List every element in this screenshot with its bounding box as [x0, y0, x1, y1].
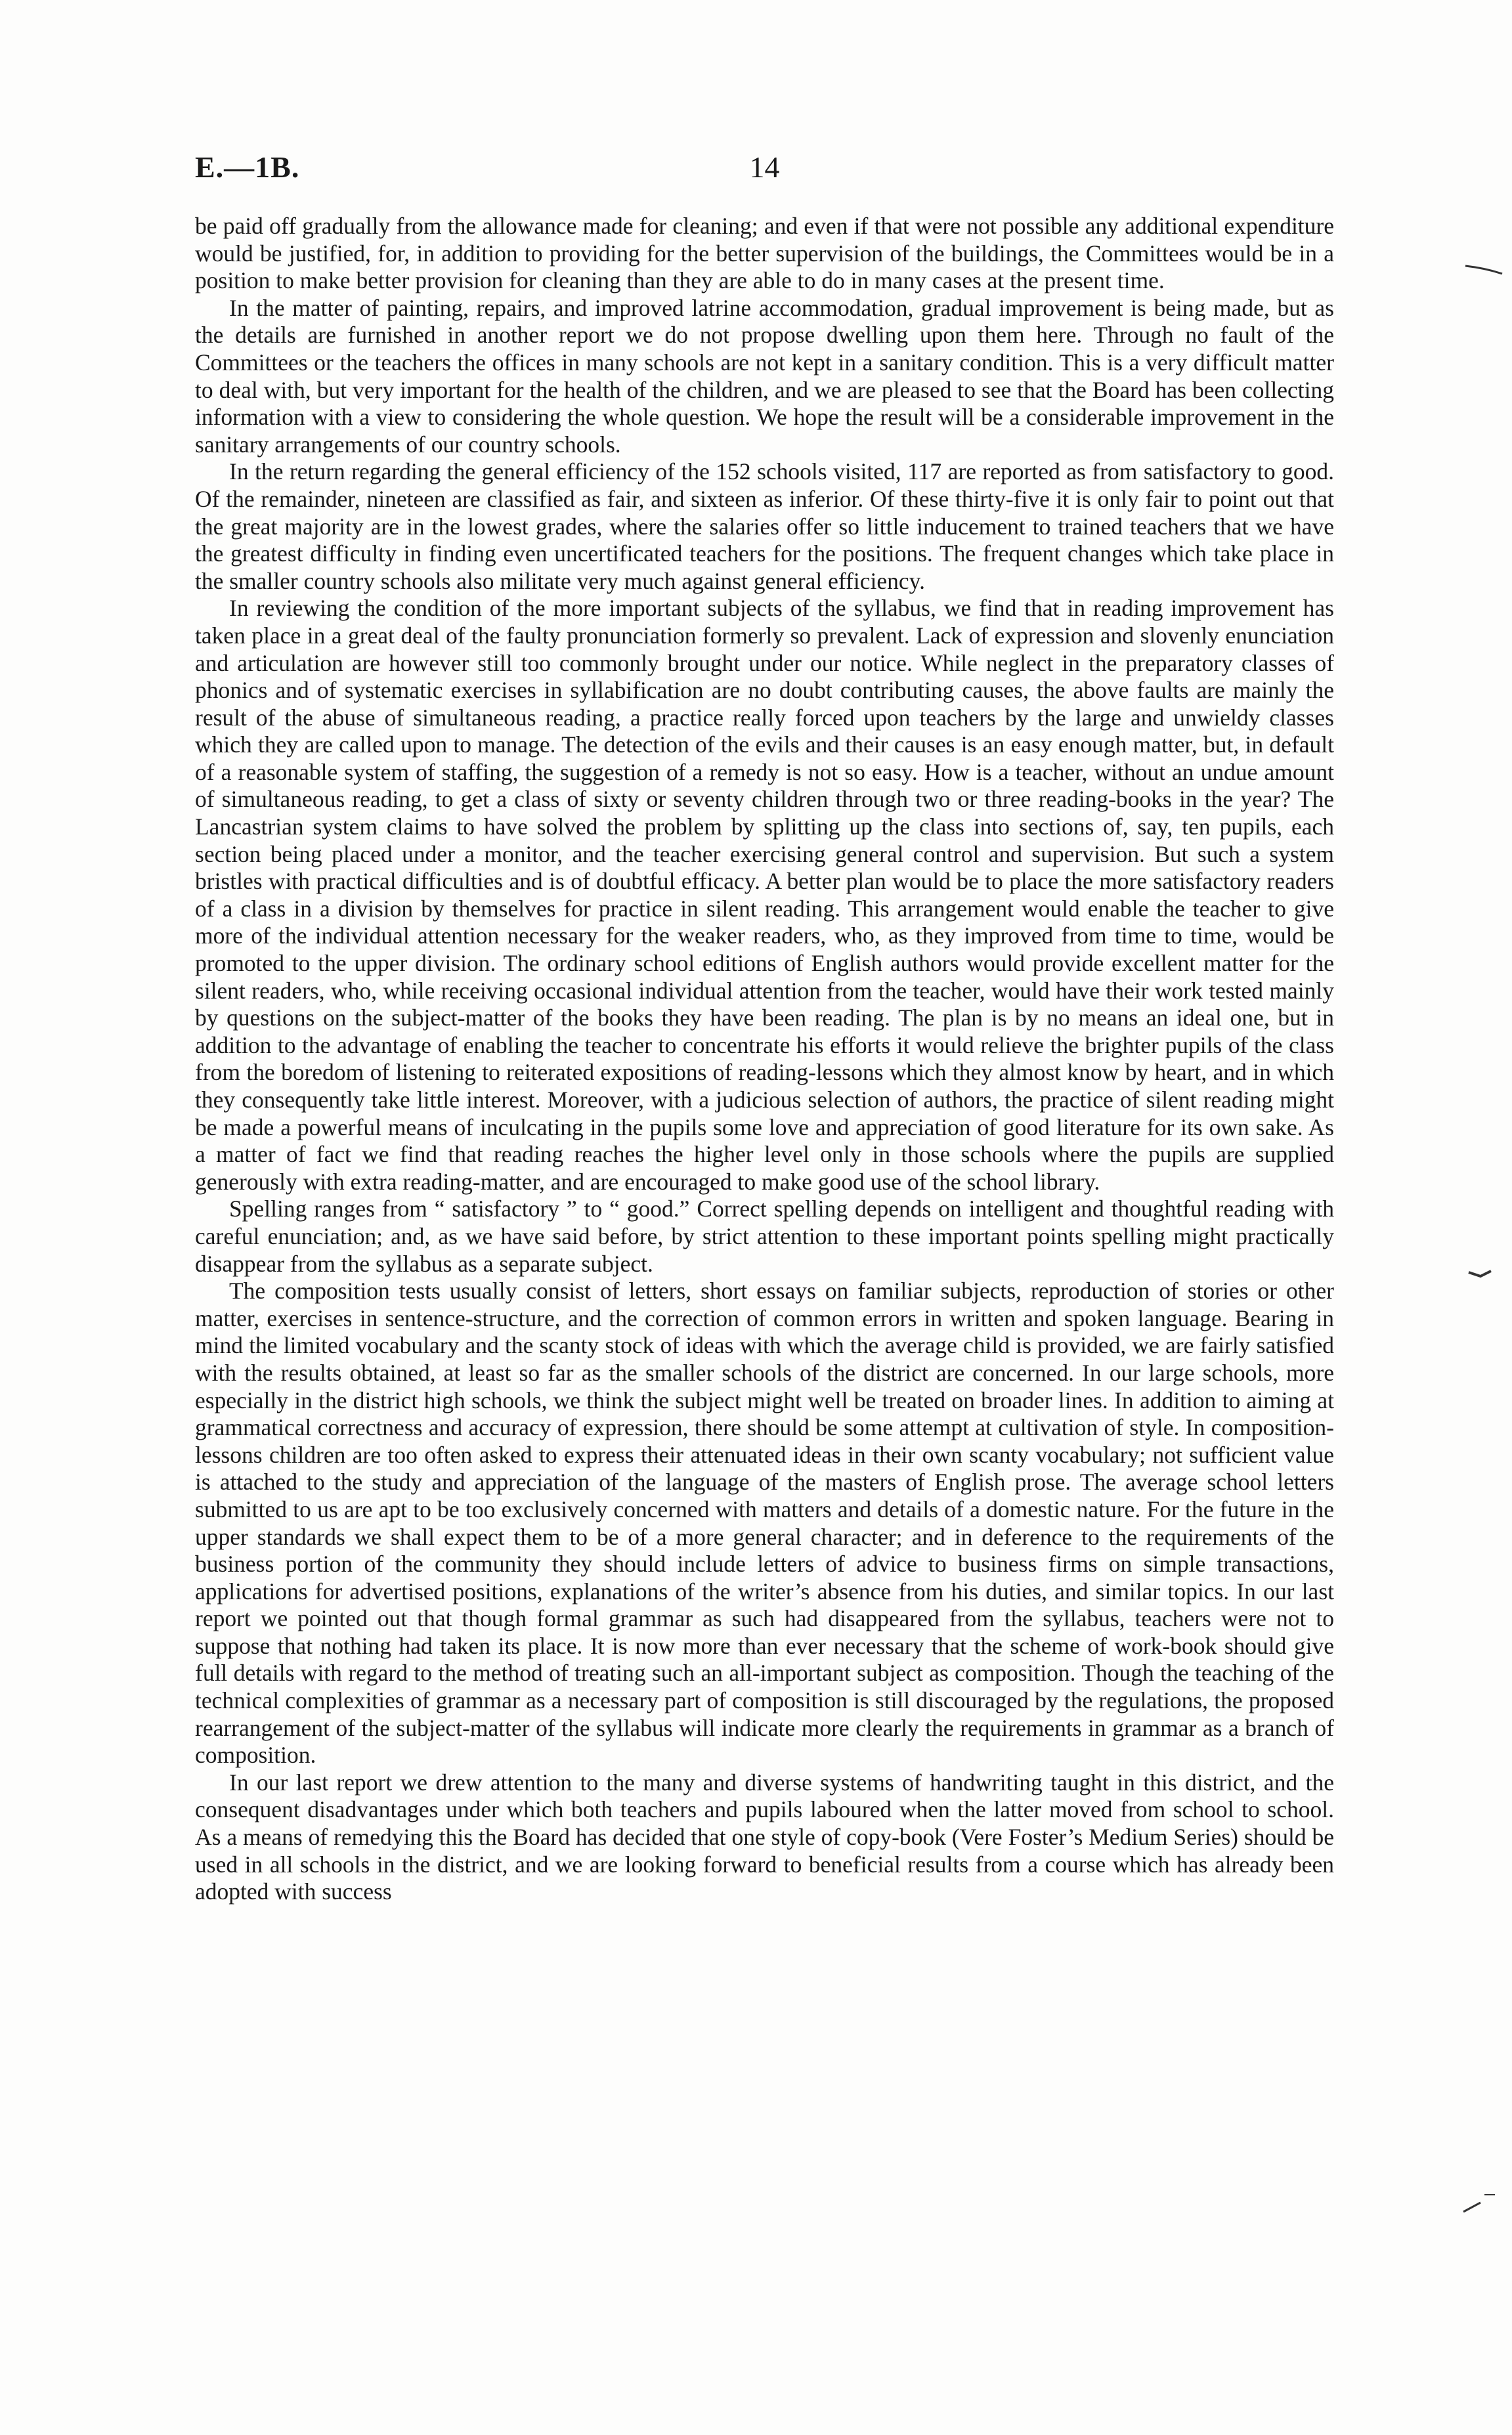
paragraph-composition: The composition tests usually consist of letters, short essays on familiar subjects, reproduction of stories or other matter, exercises in sentence-structure, and the correction of common errors in written and spoken language. Bearing in mind the limited vocabulary and the scanty stock of ideas with which the average child is provided, we are fairly satisfied with the results obtained, at least so far as the smaller schools of the district are concerned. In our large schools, more especially in the district high schools, we think the subject might well be treated on broader lines. In addition to aiming at grammatical correctness and accuracy of expression, there should be some attempt at cultivation of style. In composition-lessons children are too often asked to express their attenuated ideas in their own scanty vocabulary; not sufficient value is attached to the study and appreciation of the language of the masters of English prose. The average school letters submitted to us are apt to be too exclusively concerned with matters and details of a domestic nature. For the future in the upper standards we shall expect them to be of a more general character; and in deference to the requirements of the business portion of the community they should include letters of advice to business firms on simple transactions, applications for advertised positions, explanations of the writer’s absence from his duties, and similar topics. In our last report we pointed out that though formal grammar as such had disappeared from the syllabus, teachers were not to suppose that nothing had taken its place. It is now more than ever necessary that the scheme of work-book should give full details with regard to the method of treating such an all-important subject as composition. Though the teaching of the technical complexities of grammar as a necessary part of composition is still discouraged by the regulations, the proposed rearrangement of the subject-matter of the syllabus will indicate more clearly the requirements in grammar as a branch of composition.	[195, 1278, 1334, 1769]
body-text	[195, 213, 1334, 2195]
page-header	[195, 150, 1334, 189]
margin-pencil-mark-bottom	[1461, 2189, 1497, 2216]
margin-pencil-mark-top	[1464, 259, 1503, 279]
paragraph-efficiency: In the return regarding the general efficiency of the 152 schools visited, 117 are reported as from satisfactory to good. Of the remainder, nineteen are classified as fair, and sixteen as inferior. Of these thirty-five it is only fair to point out that the great majority are in the lowest grades, where the salaries offer so little inducement to trained teachers that we have the greatest difficulty in finding even uncertificated teachers for the positions. The frequent changes which take place in the smaller country schools also militate very much against general efficiency.	[195, 458, 1334, 594]
paragraph-cleaning: be paid off gradually from the allowance made for cleaning; and even if that were not possible any additional expenditure would be justified, for, in addition to providing for the better supervision of the buildings, the Committees would be in a position to make better provision for cleaning than they are able to do in many cases at the present time.	[195, 213, 1334, 294]
paragraph-handwriting: In our last report we drew attention to the many and diverse systems of handwriting taught in this district, and the consequent disadvantages under which both teachers and pupils laboured when the latter moved from school to school. As a means of remedying this the Board has decided that one style of copy-book (Vere Foster’s Medium Series) should be used in all schools in the district, and we are looking forward to beneficial results from a course which has already been adopted with success	[195, 1769, 1334, 1905]
margin-pencil-mark-middle	[1467, 1268, 1494, 1284]
paragraph-sanitary: In the matter of painting, repairs, and improved latrine accommodation, gradual improvement is being made, but as the details are furnished in another report we do not propose dwelling upon them here. Through no fault of the Committees or the teachers the offices in many schools are not kept in a sanitary condition. This is a very difficult matter to deal with, but very important for the health of the children, and we are pleased to see that the Board has been collecting information with a view to considering the whole question. We hope the result will be a considerable improvement in the sanitary arrangements of our country schools.	[195, 294, 1334, 458]
paragraph-spelling: Spelling ranges from “ satisfactory ” to “ good.” Correct spelling depends on intelligent and thoughtful reading with careful enunciation; and, as we have said before, by strict attention to these important points spelling might practically disappear from the syllabus as a separate subject.	[195, 1196, 1334, 1277]
paragraph-reading: In reviewing the condition of the more important subjects of the syllabus, we find that in reading improvement has taken place in a great deal of the faulty pronunciation formerly so prevalent. Lack of expression and slovenly enunciation and articulation are however still too commonly brought under our notice. While neglect in the preparatory classes of phonics and of systematic exercises in syllabification are no doubt contributing causes, the above faults are mainly the result of the abuse of simultaneous reading, a practice really forced upon teachers by the large and unwieldy classes which they are called upon to manage. The detection of the evils and their causes is an easy enough matter, but, in default of a reasonable system of staffing, the suggestion of a remedy is not so easy. How is a teacher, without an undue amount of simultaneous reading, to get a class of sixty or seventy children through two or three reading-books in the year? The Lancastrian system claims to have solved the problem by splitting up the class into sections of, say, ten pupils, each section being placed under a monitor, and the teacher exercising general control and supervision. But such a system bristles with practical difficulties and is of doubtful efficacy. A better plan would be to place the more satisfactory readers of a class in a division by themselves for practice in silent reading. This arrangement would enable the teacher to give more of the individual attention necessary for the weaker readers, who, as they improved from time to time, would be promoted to the upper division. The ordinary school editions of English authors would provide excellent matter for the silent readers, who, while receiving occasional individual attention from the teacher, would have their work tested mainly by questions on the subject-matter of the books they have been reading. The plan is by no means an ideal one, but in addition to the advantage of enabling the teacher to concentrate his efforts it would relieve the brighter pupils of the class from the boredom of listening to reiterated expositions of reading-lessons which they almost know by heart, and in which they consequently take little interest. Moreover, with a judicious selection of authors, the practice of silent reading might be made a powerful means of inculcating in the pupils some love and appreciation of good literature for its own sake. As a matter of fact we find that reading reaches the higher level only in those schools where the pupils are supplied generously with extra reading-matter, and are encouraged to make good use of the school library.	[195, 595, 1334, 1195]
document-code: E.—1B.	[195, 150, 300, 184]
page-number: 14	[749, 150, 780, 184]
